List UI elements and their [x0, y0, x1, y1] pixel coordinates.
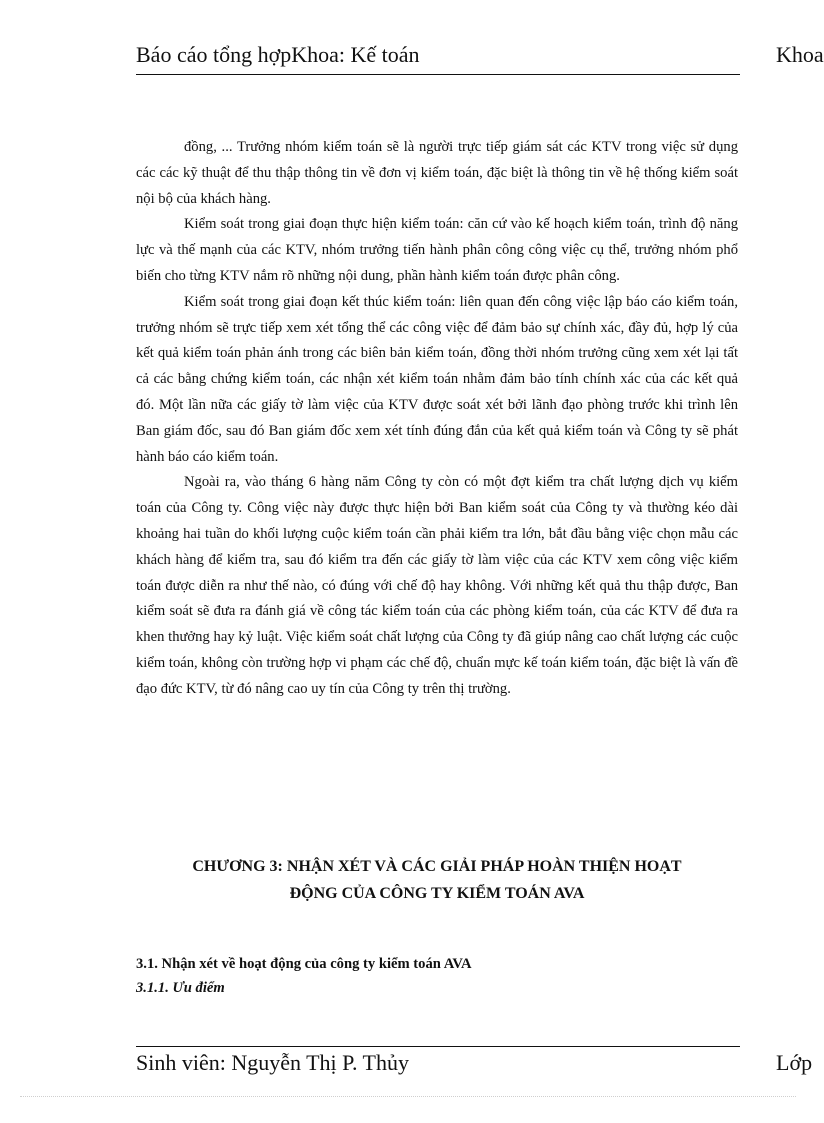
- paragraph-4: Ngoài ra, vào tháng 6 hàng năm Công ty còn có một đợt kiểm tra chất lượng dịch vụ kiểm toán của Công ty. Công việc này được thực hiện bởi Ban kiểm soát của Công ty và thường kéo dài khoảng hai tuần do khối lượng cuộc kiểm toán cần phải kiểm tra lớn, bắt đầu bằng việc chọn mẫu các khách hàng để kiểm tra, sau đó kiểm tra đến các giấy tờ làm việc của các KTV xem công việc kiểm toán được diễn ra như thế nào, có đúng với chế độ hay không. Với những kết quả thu thập được, Ban kiểm soát sẽ đưa ra đánh giá về công tác kiểm toán của các phòng kiểm toán, của các KTV để đưa ra khen thưởng hay kỷ luật. Việc kiểm soát chất lượng của Công ty đã giúp nâng cao chất lượng các cuộc kiểm toán, không còn trường hợp vi phạm các chế độ, chuẩn mực kế toán kiểm toán, đặc biệt là vấn đề đạo đức KTV, từ đó nâng cao uy tín của Công ty trên thị trường.: [136, 474, 738, 697]
- page-bottom-edge: [20, 1096, 796, 1097]
- header-title: Báo cáo tổng hợpKhoa: Kế toán: [136, 42, 420, 67]
- header-right-text: Khoa: [776, 42, 824, 67]
- body-text: [136, 135, 738, 703]
- footer-rule: [136, 1046, 740, 1047]
- paragraph-3: Kiểm soát trong giai đoạn kết thúc kiểm toán: liên quan đến công việc lập báo cáo kiểm toán, trưởng nhóm sẽ trực tiếp xem xét tổng thể các công việc để đảm bảo sự chính xác, đầy đủ, hợp lý của kết quả kiểm toán phản ánh trong các biên bản kiểm toán, đồng thời nhóm trưởng cũng xem xét lại tất cả các bằng chứng kiểm toán, các nhận xét kiểm toán nhằm đảm bảo tính chính xác của các kết quả đó. Một lần nữa các giấy tờ làm việc của KTV được soát xét bởi lãnh đạo phòng trước khi trình lên Ban giám đốc, sau đó Ban giám đốc xem xét tính đúng đắn của kết quả kiểm toán và Công ty sẽ phát hành báo cáo kiểm toán.: [136, 293, 738, 465]
- paragraph-2: Kiểm soát trong giai đoạn thực hiện kiểm toán: căn cứ vào kế hoạch kiểm toán, trình độ năng lực và thế mạnh của các KTV, nhóm trưởng tiến hành phân công công việc cụ thể, trưởng nhóm phổ biến cho từng KTV nắm rõ những nội dung, phần hành kiểm toán được phân công.: [136, 216, 738, 284]
- header-rule: [136, 74, 740, 75]
- chapter-title-line-2: ĐỘNG CỦA CÔNG TY KIỂM TOÁN AVA: [289, 885, 585, 902]
- section-heading-3-1: 3.1. Nhận xét về hoạt động của công ty kiểm toán AVA: [136, 956, 472, 972]
- chapter-title-line-1: CHƯƠNG 3: NHẬN XÉT VÀ CÁC GIẢI PHÁP HOÀN THIỆN HOẠT: [192, 858, 682, 875]
- footer-student-name: Sinh viên: Nguyễn Thị P. Thủy: [136, 1050, 409, 1075]
- footer-right-text: Lớp: [776, 1050, 813, 1075]
- chapter-title: [136, 853, 738, 907]
- paragraph-1: đồng, ... Trưởng nhóm kiểm toán sẽ là người trực tiếp giám sát các KTV trong việc sử dụng các các kỹ thuật để thu thập thông tin về đơn vị kiểm toán, đặc biệt là thông tin về hệ thống kiểm soát nội bộ của khách hàng.: [136, 139, 738, 207]
- subsection-heading-3-1-1: 3.1.1. Ưu điểm: [136, 980, 225, 996]
